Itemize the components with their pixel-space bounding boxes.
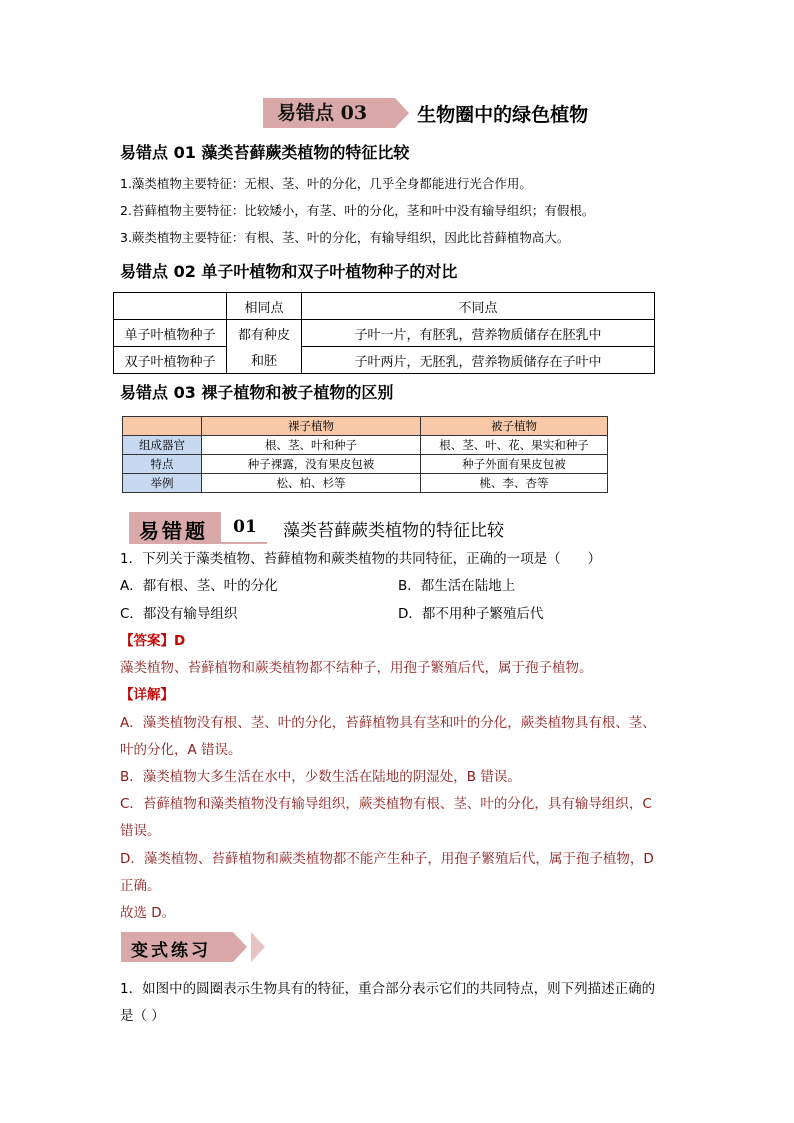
table-cell: 子叶两片，无胚乳，营养物质储存在子叶中: [302, 347, 655, 374]
point2-heading: 易错点 02 单子叶植物和双子叶植物种子的对比: [120, 262, 458, 281]
table-cell: [114, 293, 227, 320]
chevron-right-icon: [233, 932, 247, 962]
title-text: 生物圈中的绿色植物: [417, 103, 589, 126]
variant-label: 变式练习: [131, 941, 211, 961]
gymnosperm-angiosperm-table: [122, 416, 608, 493]
detail-label: 【详解】: [120, 687, 174, 703]
option-d: D．都不用种子繁殖后代: [398, 606, 544, 622]
table-cell: 和胚: [227, 347, 302, 374]
detail-line: C．苔藓植物和藻类植物没有输导组织，蕨类植物有根、茎、叶的分化，具有输导组织，C: [120, 796, 652, 812]
table-cell: 裸子植物: [202, 417, 421, 436]
table-cell: 根、茎、叶、花、果实和种子: [421, 436, 608, 455]
answer-label: 【答案】: [120, 633, 174, 649]
table-cell: 不同点: [302, 293, 655, 320]
section-header: [129, 512, 504, 544]
table-cell: 单子叶植物种子: [114, 320, 227, 347]
table-cell: 种子外面有果皮包被: [421, 455, 608, 474]
point1-line-2: 2.苔藓植物主要特征：比较矮小，有茎、叶的分化，茎和叶中没有输导组织；有假根。: [120, 203, 595, 218]
detail-line: D．藻类植物、苔藓植物和蕨类植物都不能产生种子，用孢子繁殖后代，属于孢子植物，D: [120, 851, 654, 867]
chevron-right-icon: [251, 932, 265, 962]
variant-question-line-1: 1．如图中的圆圈表示生物具有的特征，重合部分表示它们的共同特点，则下列描述正确的: [120, 981, 656, 997]
option-b: B．都生活在陆地上: [398, 578, 516, 594]
variant-exercise-badge: [121, 932, 271, 962]
page-title: [263, 96, 588, 130]
table-row: [114, 320, 655, 347]
detail-line: 故选 D。: [120, 905, 176, 921]
title-badge: 易错点 03: [263, 98, 395, 128]
point1-heading: 易错点 01 藻类苔藓蕨类植物的特征比较: [120, 143, 410, 162]
table-cell: 根、茎、叶和种子: [202, 436, 421, 455]
seed-comparison-table: [113, 292, 655, 374]
table-row: [114, 293, 655, 320]
table-cell: 都有种皮: [227, 320, 302, 347]
table-cell: 子叶一片，有胚乳，营养物质储存在胚乳中: [302, 320, 655, 347]
table-cell: 被子植物: [421, 417, 608, 436]
point1-line-3: 3.蕨类植物主要特征：有根、茎、叶的分化，有输导组织，因此比苔藓植物高大。: [120, 230, 570, 245]
table-row: [114, 347, 655, 374]
table-cell: 双子叶植物种子: [114, 347, 227, 374]
table-cell: 种子裸露，没有果皮包被: [202, 455, 421, 474]
point1-line-1: 1.藻类植物主要特征：无根、茎、叶的分化，几乎全身都能进行光合作用。: [120, 176, 532, 191]
table-cell: 松、柏、杉等: [202, 474, 421, 493]
detail-line: 叶的分化，A 错误。: [120, 742, 242, 758]
detail-line: A．藻类植物没有根、茎、叶的分化，苔藓植物具有茎和叶的分化，蕨类植物具有根、茎、: [120, 715, 656, 731]
detail-line: 正确。: [120, 878, 161, 894]
point3-heading: 易错点 03 裸子植物和被子植物的区别: [120, 383, 394, 402]
section-badge-label: 易错题: [139, 519, 208, 543]
table-row: [123, 417, 608, 436]
table-row: [123, 455, 608, 474]
table-cell: 相同点: [227, 293, 302, 320]
answer-value: D: [174, 633, 186, 649]
table-cell: 组成器官: [123, 436, 202, 455]
answer-summary: 藻类植物、苔藓植物和蕨类植物都不结种子，用孢子繁殖后代，属于孢子植物。: [120, 660, 593, 676]
table-cell: 特点: [123, 455, 202, 474]
table-cell: 桃、李、杏等: [421, 474, 608, 493]
option-a: A．都有根、茎、叶的分化: [120, 578, 278, 594]
detail-line: B．藻类植物大多生活在水中，少数生活在陆地的阴湿处，B 错误。: [120, 769, 521, 785]
question-stem: 1．下列关于藻类植物、苔藓植物和蕨类植物的共同特征，正确的一项是（ ）: [120, 551, 602, 567]
section-title: 藻类苔藓蕨类植物的特征比较: [283, 520, 504, 541]
table-row: [123, 436, 608, 455]
answer-line: [120, 629, 185, 649]
variant-question-line-2: 是（ ）: [120, 1008, 165, 1024]
table-row: [123, 474, 608, 493]
option-c: C．都没有输导组织: [120, 606, 238, 622]
table-cell: 举例: [123, 474, 202, 493]
detail-line: 错误。: [120, 823, 161, 839]
section-badge-number: 01: [221, 512, 269, 542]
table-cell: [123, 417, 202, 436]
section-badge: [129, 512, 267, 544]
